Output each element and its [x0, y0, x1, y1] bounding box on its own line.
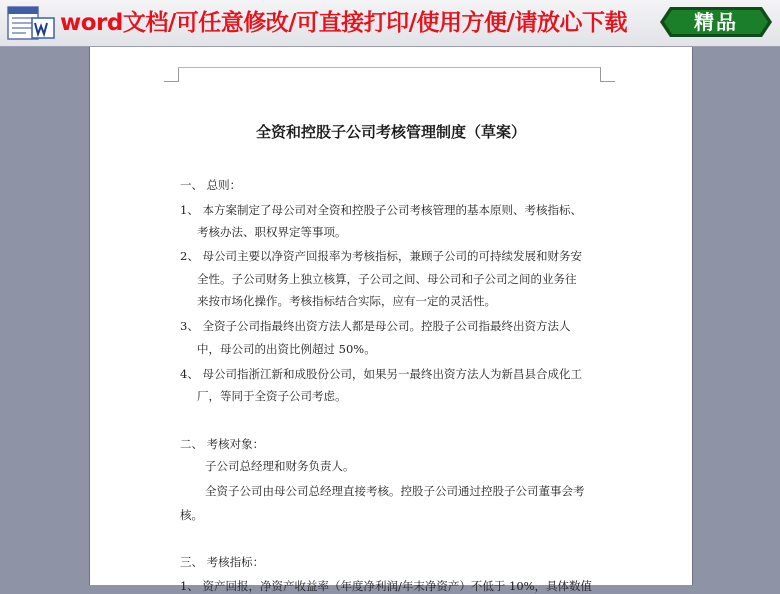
promo-banner — [0, 0, 780, 47]
badge-label: 精品 — [694, 10, 738, 34]
paragraph-line: 1、 本方案制定了母公司对全资和控股子公司考核管理的基本原则、考核指标、 — [180, 203, 582, 217]
paragraph-line: 全资子公司由母公司总经理直接考核。控股子公司通过控股子公司董事会考 — [205, 484, 585, 498]
paragraph-line: 1、 资产回报，净资产收益率（年度净利润/年末净资产）不低于 10%，具体数值 — [180, 579, 593, 593]
paragraph-line: 中，母公司的出资比例超过 50%。 — [197, 342, 376, 356]
paragraph-line: 厂，等同于全资子公司考虑。 — [197, 389, 347, 403]
section-heading: 二、 考核对象： — [180, 437, 265, 451]
margin-corner-right — [600, 67, 615, 82]
header-rule — [178, 67, 600, 68]
paragraph-line: 子公司总经理和财务负责人。 — [205, 459, 355, 473]
paragraph-line: 全性。子公司财务上独立核算，子公司之间、母公司和子公司之间的业务往 — [197, 272, 577, 286]
section-heading: 一、 总则： — [180, 178, 242, 192]
document-page — [90, 47, 692, 593]
paragraph-line: 3、 全资子公司指最终出资方法人都是母公司。控股子公司指最终出资方法人 — [180, 319, 571, 333]
left-gutter — [0, 47, 90, 585]
word-document-icon — [6, 4, 56, 42]
right-gutter — [692, 47, 780, 585]
banner-slogan: word文档/可任意修改/可直接打印/使用方便/请放心下载 — [60, 10, 627, 36]
paragraph-line: 考核办法、职权界定等事项。 — [197, 225, 347, 239]
paragraph-line: 2、 母公司主要以净资产回报率为考核指标，兼顾子公司的可持续发展和财务安 — [180, 249, 582, 263]
paragraph-line: 4、 母公司指浙江新和成股份公司，如果另一最终出资方法人为新昌县合成化工 — [180, 367, 582, 381]
paragraph-line: 核。 — [180, 508, 203, 522]
paragraph-line: 来按市场化操作。考核指标结合实际，应有一定的灵活性。 — [197, 294, 496, 308]
margin-corner-left — [164, 67, 179, 82]
document-title: 全资和控股子公司考核管理制度（草案） — [255, 123, 526, 141]
premium-badge — [658, 5, 774, 39]
section-heading: 三、 考核指标： — [180, 555, 265, 569]
